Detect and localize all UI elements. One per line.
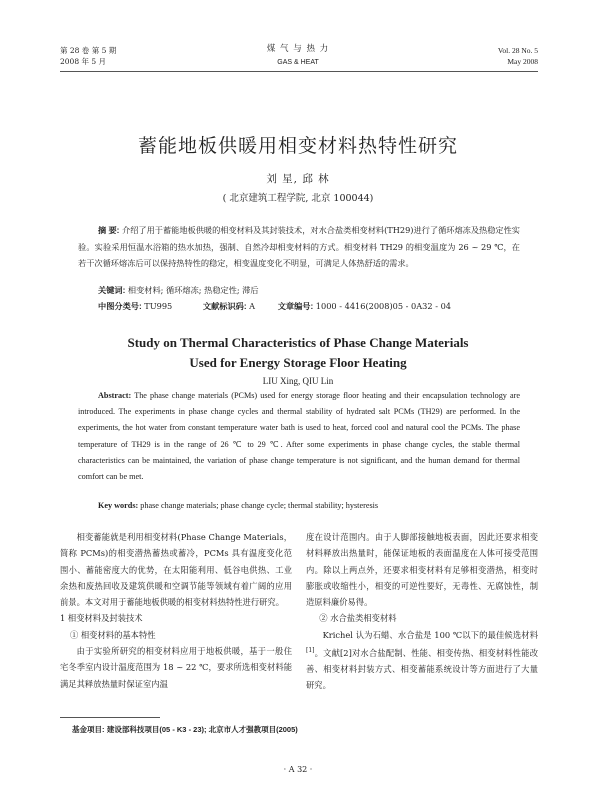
page-number: · A 32 · [283, 765, 313, 774]
header-volume-en: Vol. 28 No. 5 [497, 46, 538, 55]
title-en-line1: Study on Thermal Characteristics of Phase Change Materials [127, 335, 469, 350]
classification-cn [98, 298, 528, 315]
body-paragraph: 由于实验所研究的相变材料应用于地板供暖，基于一般住宅冬季室内设计温度范围为 18 ~ 22 ℃，要求所选相变材料能满足其释放热量时保证室内温 [60, 646, 292, 689]
citation-ref: [1] [306, 647, 315, 655]
clc-label: 中图分类号: [98, 302, 142, 311]
keywords-en [98, 498, 378, 514]
section-heading-1: 1 相变材料及封装技术 [60, 613, 143, 624]
body-right-column [306, 529, 538, 694]
body-left-column [60, 529, 292, 692]
title-cn: 蓄能地板供暖用相变材料热特性研究 [137, 135, 458, 157]
keywords-en-text: phase change materials; phase change cycle; thermal stability; hysteresis [140, 501, 379, 510]
footnote-text: 建设部科技项目(05 - K3 - 23); 北京市人才强教项目(2005) [106, 725, 298, 734]
keywords-cn [98, 282, 259, 299]
header-date-cn: 2008 年 5 月 [60, 57, 107, 66]
header-rule [60, 71, 538, 72]
body-paragraph: 相变蓄能就是利用相变材料(Phase Change Materials，简称 PCMs)的相变潜热蓄热或蓄冷，PCMs 具有温度变化范围小、蓄能密度大的优势，在太阳能利用、低谷电供热、工业余热和废热回收及建筑供暖和空调节能等领域有着广阔的应用前景。本文对用于蓄能地板供暖的相变材料热特性进行研究。 [60, 532, 292, 608]
abstract-en [78, 388, 520, 485]
doc-code-value: A [249, 301, 256, 311]
body-text: Krichel 认为石蜡、水合盐是 100 ℃以下的最佳候选材料 [322, 629, 538, 640]
body-paragraph: 度在设计范围内。由于人脚部接触地板表面，因此还要求相变材料释放出热量时，能保证地板的表面温度在人体可接受范围内。除以上两点外，还要求相变材料有足够相变潜热，相变时膨胀或收缩性小，相变的可逆性要好，无毒性、无腐蚀性，制造原料廉价易得。 [306, 532, 538, 608]
footnote [72, 724, 298, 735]
keywords-en-label: Key words: [98, 501, 139, 510]
abstract-cn-label: 摘 要: [98, 226, 120, 235]
abstract-cn-text: 介绍了用于蓄能地板供暖的相变材料及其封装技术，对水合盐类相变材料(TH29)进行了循环熔冻及热稳定性实验。实验采用恒温水浴箱的热水加热，强制、自然冷却相变材料的方式。相变材料 TH29 的相变温度为 26 ~ 29 ℃，在若干次循环熔冻后可以保持热特性的稳定，相变温度变化不明显，可满足人体热舒适的需求。 [78, 225, 520, 268]
body-text: 。文献[2]对水合盐配制、性能、相变传热、相变材料性能改善、相变材料封装方式、相变蓄能系统设计等方面进行了大量研究。 [306, 647, 538, 691]
keywords-cn-text: 相变材料; 循环熔冻; 热稳定性; 滞后 [127, 285, 259, 295]
header-journal-cn: 煤 气 与 热 力 [266, 44, 330, 54]
subsection-heading-1: ① 相变材料的基本特性 [69, 629, 156, 640]
title-en-line2: Used for Energy Storage Floor Heating [189, 355, 407, 370]
footnote-rule [60, 717, 160, 718]
abstract-en-text: The phase change materials (PCMs) used for energy storage floor heating and their encapsulation technology are introduced. The experiments in phase change cycles and thermal stability of hydrated salt PCMs (TH29) are performed. In the experiments, the hot water from constant temperature water bath is used to heat, forced cool and natural cool the PCMs. The phase temperature of TH29 is in the range of 26 ℃ to 29 ℃. After some experiments in phase change cycles, the stable thermal characteristics can be maintained, the variation of phase change temperature is not significant, and the human demand for thermal comfort can be met. [78, 391, 520, 482]
footnote-label: 基金项目: [72, 725, 105, 734]
header-journal-en: GAS & HEAT [277, 59, 319, 66]
article-no-label: 文章编号: [277, 302, 314, 311]
article-no-value: 1000 - 4416(2008)05 - 0A32 - 04 [315, 301, 451, 311]
header-date-en: May 2008 [507, 57, 538, 66]
body-paragraph [306, 627, 538, 694]
authors-en: LIU Xing, QIU Lin [262, 376, 334, 386]
keywords-cn-label: 关键词: [98, 286, 126, 295]
clc-value: TU995 [144, 301, 173, 311]
header-volume-cn: 第 28 卷 第 5 期 [60, 46, 117, 55]
subsection-heading-2: ② 水合盐类相变材料 [319, 613, 397, 624]
abstract-cn [78, 222, 520, 271]
abstract-en-label: Abstract: [98, 391, 132, 400]
affiliation-cn: ( 北京建筑工程学院, 北京 100044) [222, 193, 374, 204]
doc-code-label: 文献标识码: [202, 302, 247, 311]
authors-cn: 刘 星, 邱 林 [266, 173, 330, 185]
